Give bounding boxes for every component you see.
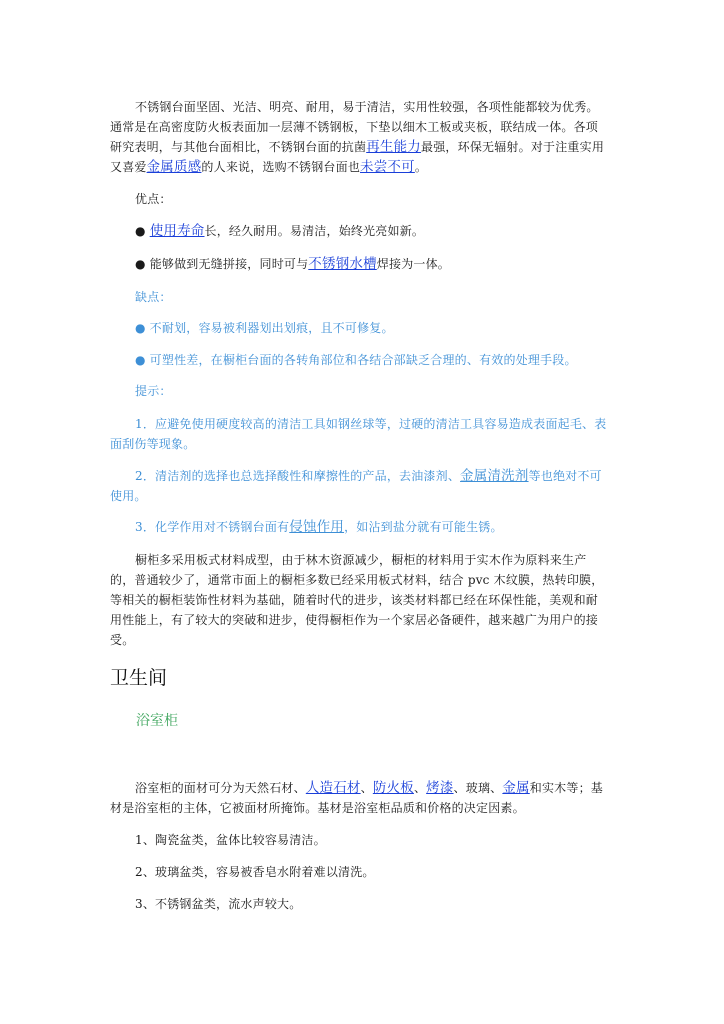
tip-1: 1．应避免使用硬度较高的清洁工具如钢丝球等，过硬的清洁工具容易造成表面起毛、表面刮伤等现象。 xyxy=(110,417,607,451)
bullet-icon: ● xyxy=(135,224,146,238)
link-fireproof-board[interactable]: 防火板 xyxy=(372,780,414,796)
tip-2-text-pre: 2．清洁剂的选择也总选择酸性和摩擦性的产品，去油漆剂、 xyxy=(135,469,461,483)
pros-item-2-text-post: 焊接为一体。 xyxy=(376,257,450,271)
link-corrosion[interactable]: 侵蚀作用 xyxy=(289,519,345,535)
intro-text-4: 。 xyxy=(414,160,428,174)
tip-3 xyxy=(110,517,610,537)
cons-item-1: ● 不耐划，容易被利器划出划痕，且不可修复。 xyxy=(135,321,394,335)
basin-item-1: 1、陶瓷盆类，盆体比较容易清洁。 xyxy=(135,833,326,847)
link-metal[interactable]: 金属 xyxy=(502,780,530,796)
cons-item-2: ● 可塑性差，在橱柜台面的各转角部位和各结合部缺乏合理的、有效的处理手段。 xyxy=(135,353,577,367)
link-not-bad[interactable]: 未尝不可 xyxy=(360,159,415,175)
bullet-icon: ● xyxy=(135,257,146,271)
pros-item-2 xyxy=(110,254,610,274)
link-artificial-stone[interactable]: 人造石材 xyxy=(305,780,361,796)
subsection-title-vanity: 浴室柜 xyxy=(136,713,178,729)
bath-text-post: 和实木等；基材是浴室柜的主体，它被面材所掩饰。基材是浴室柜品质和价格的决定因素。 xyxy=(110,781,603,815)
bath-sep-2: 、 xyxy=(413,781,427,795)
basin-item-2: 2、玻璃盆类，容易被香皂水附着难以清洗。 xyxy=(135,865,375,879)
link-steel-sink[interactable]: 不锈钢水槽 xyxy=(308,256,377,272)
bath-sep-1: 、 xyxy=(360,781,373,795)
link-baking-paint[interactable]: 烤漆 xyxy=(426,780,454,796)
tips-heading: 提示： xyxy=(135,384,172,398)
pros-item-1-text: 长，经久耐用。易清洁，始终光亮如新。 xyxy=(204,224,425,238)
bath-text-mid: 、玻璃、 xyxy=(453,781,503,795)
link-service-life[interactable]: 使用寿命 xyxy=(149,223,205,239)
bath-text-pre: 浴室柜的面材可分为天然石材、 xyxy=(135,781,306,795)
pros-item-2-text-pre: 能够做到无缝拼接，同时可与 xyxy=(149,257,309,271)
basin-item-3: 3、不锈钢盆类，流水声较大。 xyxy=(135,897,302,911)
bath-paragraph xyxy=(110,778,610,818)
link-metal-texture[interactable]: 金属质感 xyxy=(146,159,202,175)
tip-2-text-post: 等也绝对不可使用。 xyxy=(110,469,602,503)
pros-heading: 优点： xyxy=(135,192,172,206)
intro-paragraph xyxy=(110,97,610,177)
link-regeneration[interactable]: 再生能力 xyxy=(366,139,422,155)
cons-heading: 缺点： xyxy=(135,290,172,304)
pros-item-1 xyxy=(110,221,610,241)
intro-text-3: 的人来说，选购不锈钢台面也 xyxy=(201,160,361,174)
tip-2 xyxy=(110,466,610,506)
section-title-bathroom: 卫生间 xyxy=(110,667,168,689)
cabinet-paragraph: 橱柜多采用板式材料成型，由于林木资源减少，橱柜的材料用于实木作为原料来生产的，普通较少了，通常市面上的橱柜多数已经采用板式材料，结合 pvc 木纹膜，热转印膜，等相关的橱柜装饰性材料为基础，随着时代的进步，该类材料都已经在环保性能，美观和耐用性能上，有了较大的突破和进步，使得橱柜作为一个家居必备硬件，越来越广为用户的接受。 xyxy=(110,553,604,647)
intro-text-2: 最强，环保无辐射。对于注重实用又喜爱 xyxy=(110,140,605,174)
tip-3-text-pre: 3．化学作用对不锈钢台面有 xyxy=(135,520,290,534)
intro-text-1: 不锈钢台面坚固、光洁、明亮、耐用，易于清洁，实用性较强，各项性能都较为优秀。通常是在高密度防火板表面加一层薄不锈钢板，下垫以细木工板或夹板，联结成一体。各项研究表明，与其他台面相比，不锈钢台面的抗菌 xyxy=(110,100,599,154)
tip-3-text-post: ，如沾到盐分就有可能生锈。 xyxy=(344,520,503,534)
link-metal-cleaner[interactable]: 金属清洗剂 xyxy=(460,468,529,484)
